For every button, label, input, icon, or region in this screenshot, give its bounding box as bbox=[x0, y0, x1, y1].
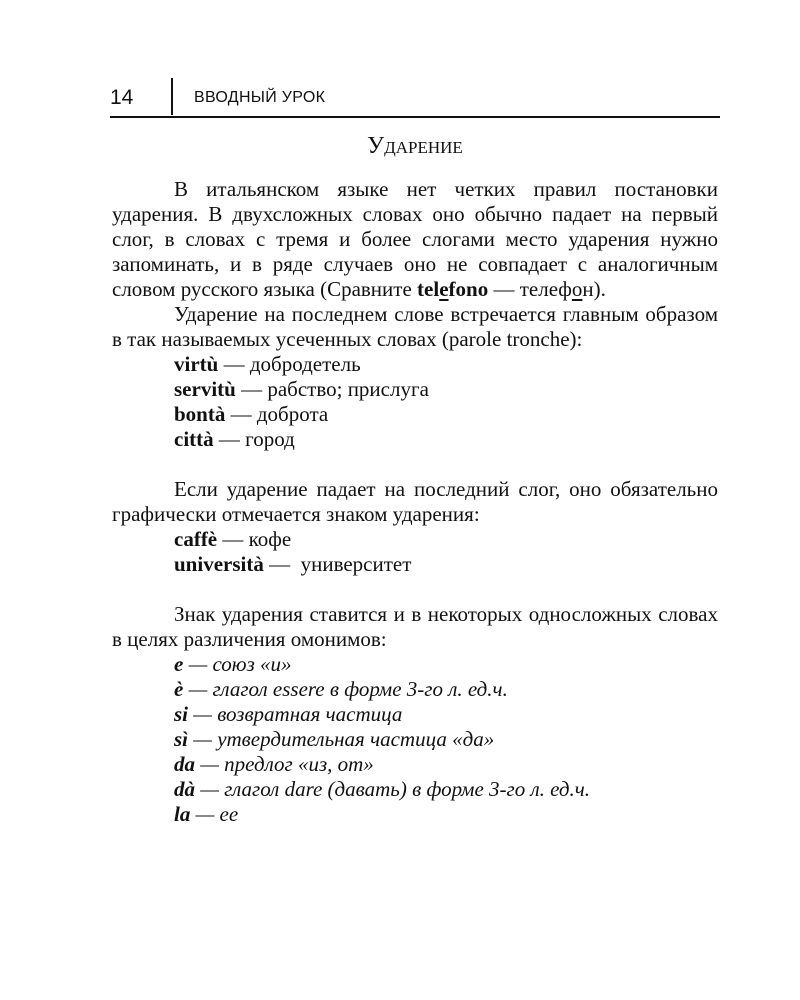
list-item: sì — утвердительная частица «да» bbox=[174, 727, 495, 751]
stressed-letter: о bbox=[571, 277, 583, 301]
homonyms-list bbox=[174, 652, 718, 827]
header-divider bbox=[171, 78, 173, 115]
page-body bbox=[112, 177, 718, 827]
example-word-italian: telefono bbox=[417, 277, 489, 301]
list-item: e — союз «и» bbox=[174, 652, 292, 676]
page-number: 14 bbox=[110, 86, 134, 109]
paragraph-last-syllable: Если ударение падает на последний слог, оно обязательно графически отмечается знаком ударения: bbox=[112, 477, 718, 526]
section-title: Ударение bbox=[367, 133, 463, 159]
list-item: dà — глагол dare (давать) в форме 3-го л. ед.ч. bbox=[174, 777, 591, 801]
list-item: da — предлог «из, от» bbox=[174, 752, 374, 776]
list-item: servitù — рабство; прислуга bbox=[174, 377, 429, 401]
intro-text: В итальянском языке нет четких правил постановки ударения. В двухсложных словах оно обычно падает на первый слог, в словах с тремя и более слогами место ударения нужно запоминать, и в ряде случаев оно не совпадает с аналогичным словом русского языка (Сравните bbox=[112, 177, 718, 301]
list-item: è — глагол essere в форме 3-го л. ед.ч. bbox=[174, 677, 508, 701]
list-item: città — город bbox=[174, 427, 295, 451]
list-item: si — возвратная частица bbox=[174, 702, 403, 726]
running-head: ВВОДНЫЙ УРОК bbox=[194, 89, 326, 106]
intro-paragraph: В итальянском языке нет четких правил постановки ударения. В двухсложных словах оно обычно падает на первый слог, в словах с тремя и более слогами место ударения нужно запоминать, и в ряде случаев оно не совпадает с аналогичным словом русского языка (Сравните telefono — телефон). bbox=[112, 177, 718, 301]
list-item: virtù — добродетель bbox=[174, 352, 361, 376]
list-item: la — ее bbox=[174, 802, 239, 826]
spacer bbox=[112, 577, 718, 602]
paragraph-truncated-words: Ударение на последнем слове встречается главным образом в так называемых усеченных словах (parole tronche): bbox=[112, 302, 718, 351]
list-item: bontà — доброта bbox=[174, 402, 329, 426]
accent-mark-list bbox=[174, 527, 718, 577]
list-item: università — университет bbox=[174, 552, 412, 576]
list-item: caffè — кофе bbox=[174, 527, 292, 551]
truncated-words-list bbox=[174, 352, 718, 452]
spacer bbox=[112, 452, 718, 477]
example-word-russian: телефон bbox=[519, 277, 594, 301]
page-header bbox=[110, 78, 720, 118]
paragraph-homonyms: Знак ударения ставится и в некоторых односложных словах в целях различения омонимов: bbox=[112, 602, 718, 651]
stressed-letter: e bbox=[439, 277, 449, 301]
